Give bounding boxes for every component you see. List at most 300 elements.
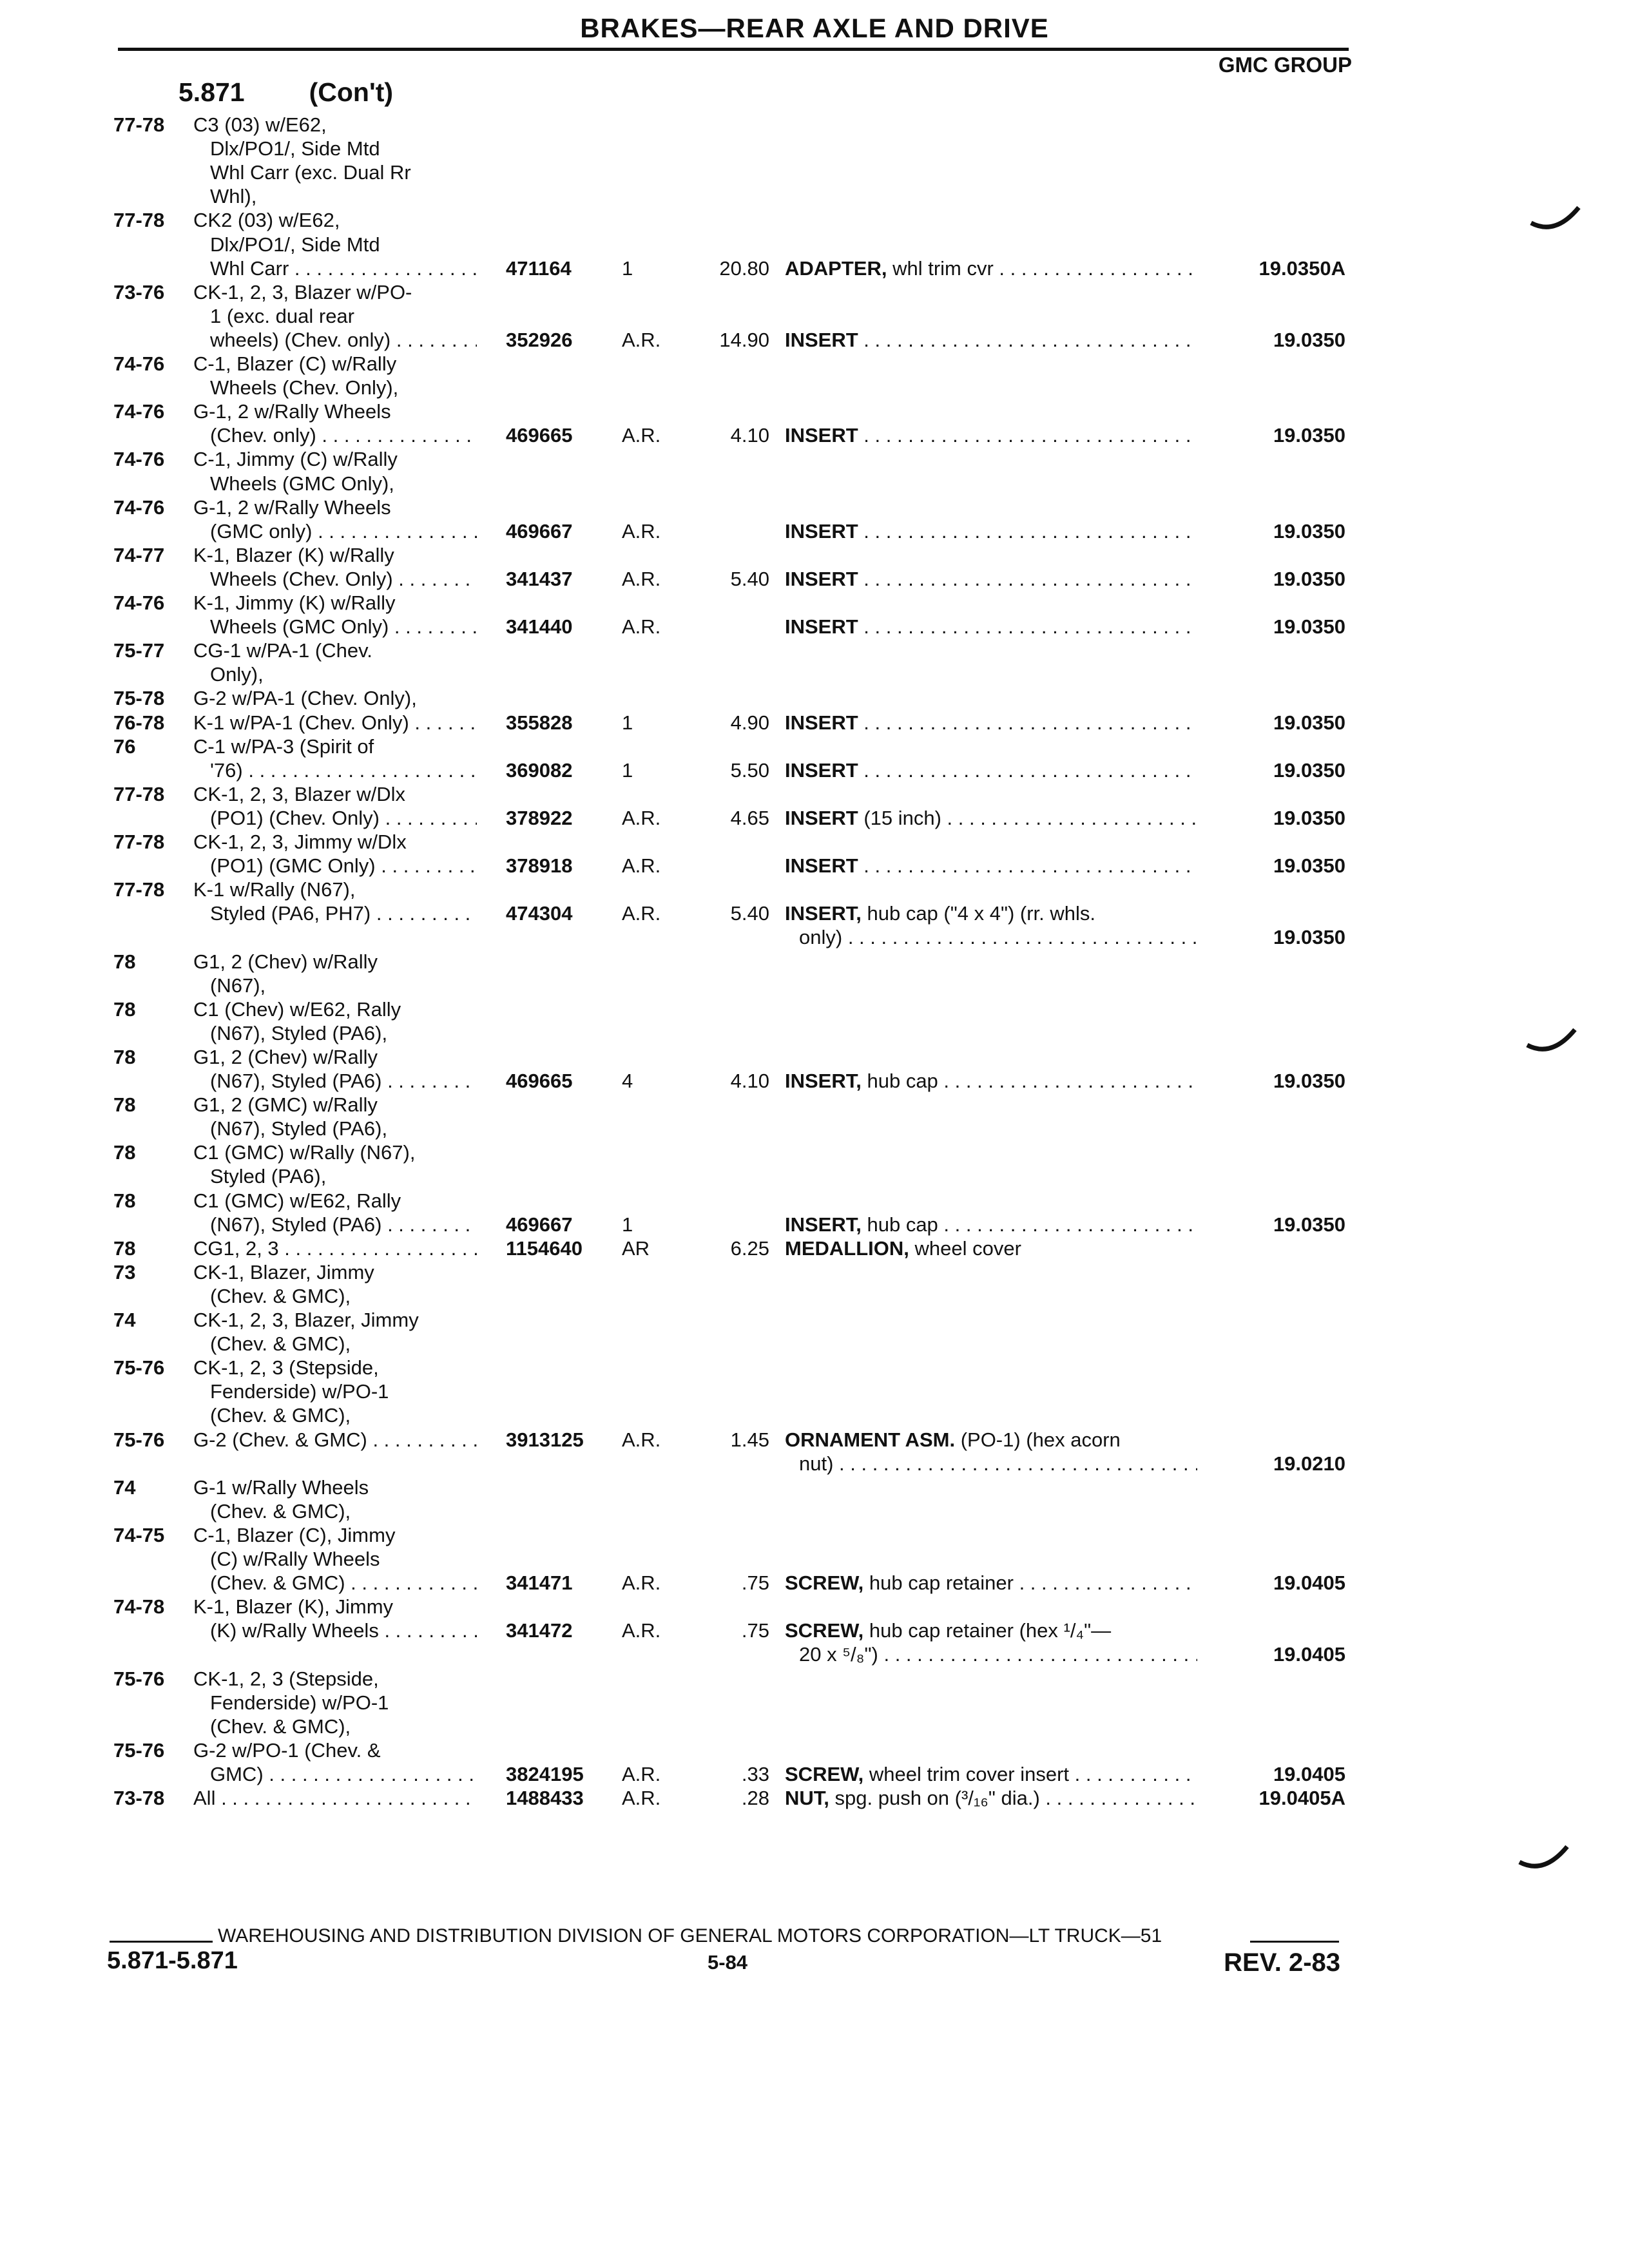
model-year: 74-75 (113, 1523, 165, 1546)
application: (N67), Styled (PA6) . . . (210, 1213, 477, 1236)
parts-line (0, 1070, 1629, 1093)
part-number: 378922 (506, 806, 573, 829)
parts-line (0, 1309, 1629, 1332)
application: G1, 2 (Chev) w/Rally (193, 1045, 378, 1068)
part-number: 1154640 (506, 1236, 583, 1260)
section-number: 5.871 (178, 77, 245, 107)
footer-rule-left (110, 1941, 213, 1943)
quantity: A.R. (622, 806, 661, 829)
price: 14.90 (719, 328, 769, 351)
application: C-1, Jimmy (C) w/Rally (193, 448, 398, 471)
part-number: 341471 (506, 1571, 573, 1595)
parts-line (0, 1571, 1629, 1595)
application: G1, 2 (Chev) w/Rally (193, 950, 378, 973)
catalog-code: 19.0350 (1273, 567, 1345, 590)
model-year: 78 (113, 1141, 136, 1164)
description-detail: hub cap retainer (hex ¹/₄"— (869, 1619, 1112, 1642)
parts-line (0, 329, 1629, 352)
model-year: 74-76 (113, 591, 165, 614)
catalog-code: 19.0350 (1273, 328, 1345, 351)
price: 5.40 (730, 902, 769, 925)
parts-line (0, 711, 1629, 735)
parts-line (0, 137, 1629, 160)
description (785, 1571, 1197, 1595)
catalog-code: 19.0350 (1273, 806, 1345, 829)
parts-line (0, 591, 1629, 615)
parts-line (0, 1189, 1629, 1213)
model-year: 75-76 (113, 1738, 165, 1762)
application: 1 (exc. dual rear (210, 304, 354, 327)
parts-line (0, 831, 1629, 854)
description-name: INSERT (785, 854, 858, 878)
margin-mark (1526, 1027, 1577, 1053)
part-number: 469665 (506, 424, 573, 447)
page-header-title: BRAKES—REAR AXLE AND DRIVE (580, 13, 1049, 43)
parts-line (0, 185, 1629, 208)
quantity: A.R. (622, 567, 661, 590)
parts-line (0, 735, 1629, 758)
description (799, 1643, 1197, 1666)
parts-line (0, 161, 1629, 184)
parts-line (0, 663, 1629, 686)
description-name: NUT, (785, 1787, 829, 1809)
catalog-code: 19.0350 (1273, 424, 1345, 447)
catalog-code: 19.0350 (1273, 1213, 1345, 1236)
application: Wheels (GMC Only) . . . (210, 615, 477, 639)
application: C1 (GMC) w/E62, Rally (193, 1189, 401, 1212)
application: CK-1, 2, 3, Blazer w/Dlx (193, 782, 406, 805)
model-year: 74-76 (113, 495, 165, 519)
application: CK-1, 2, 3 (Stepside, (193, 1667, 379, 1690)
description-detail: only) (799, 926, 843, 949)
model-year: 78 (113, 1045, 136, 1068)
model-year: 73-78 (113, 1787, 165, 1809)
price: .75 (741, 1571, 769, 1595)
description-name: ORNAMENT ASM. (785, 1428, 956, 1451)
part-number: 474304 (506, 902, 573, 925)
quantity: 4 (622, 1070, 633, 1092)
model-year: 77-78 (113, 878, 165, 901)
quantity: A.R. (622, 328, 661, 351)
part-number: 469667 (506, 1213, 573, 1236)
parts-line (0, 1165, 1629, 1188)
application: (GMC only) . . . (210, 520, 477, 543)
model-year: 74-78 (113, 1595, 165, 1619)
description (785, 1428, 1197, 1452)
description-name: INSERT (785, 806, 858, 829)
parts-line (0, 974, 1629, 997)
application: GMC) . . . (210, 1763, 477, 1786)
model-year: 77-78 (113, 113, 165, 136)
parts-line (0, 257, 1629, 280)
application: Whl), (210, 185, 257, 208)
quantity: A.R. (622, 1619, 661, 1642)
description-name: INSERT (785, 615, 858, 639)
model-year: 77-78 (113, 831, 165, 853)
part-number: 378918 (506, 854, 573, 878)
parts-line (0, 1332, 1629, 1356)
parts-line (0, 1022, 1629, 1045)
part-number: 3913125 (506, 1428, 584, 1451)
parts-line (0, 1117, 1629, 1140)
parts-line (0, 1261, 1629, 1284)
model-year: 74-77 (113, 543, 165, 566)
price: 4.10 (730, 1070, 769, 1092)
description (799, 1452, 1197, 1475)
parts-line (0, 687, 1629, 710)
parts-line (0, 854, 1629, 878)
application: K-1 w/Rally (N67), (193, 878, 356, 901)
description-name: INSERT (785, 424, 858, 447)
application: All . . . (193, 1787, 477, 1810)
description-detail: nut) (799, 1452, 834, 1475)
parts-line (0, 209, 1629, 232)
part-number: 469667 (506, 519, 573, 543)
description (785, 1237, 1197, 1260)
application: (Chev. & GMC), (210, 1404, 351, 1427)
application: CK-1, 2, 3, Blazer, Jimmy (193, 1309, 419, 1331)
section-title (178, 77, 393, 108)
description-name: INSERT (785, 711, 858, 734)
application: G1, 2 (GMC) w/Rally (193, 1093, 378, 1117)
quantity: A.R. (622, 1762, 661, 1785)
application: C-1, Blazer (C), Jimmy (193, 1523, 396, 1546)
model-year: 78 (113, 1093, 136, 1117)
description (785, 1213, 1197, 1236)
model-year: 74-76 (113, 400, 165, 423)
catalog-code: 19.0350 (1273, 711, 1345, 734)
description (785, 902, 1197, 925)
parts-line (0, 1141, 1629, 1164)
parts-line (0, 472, 1629, 495)
application: G-2 w/PA-1 (Chev. Only), (193, 687, 417, 710)
description-detail: 20 x ⁵/₈") (799, 1643, 878, 1666)
application: Fenderside) w/PO-1 (210, 1691, 389, 1714)
application: (Chev. & GMC), (210, 1715, 351, 1738)
part-number: 3824195 (506, 1762, 584, 1785)
application: CK-1, 2, 3, Jimmy w/Dlx (193, 831, 407, 853)
parts-line (0, 639, 1629, 662)
parts-line (0, 1548, 1629, 1571)
application: Dlx/PO1/, Side Mtd (210, 137, 380, 160)
quantity: A.R. (622, 424, 661, 447)
parts-line (0, 1763, 1629, 1786)
description-detail: wheel cover (914, 1236, 1021, 1260)
parts-line (0, 950, 1629, 974)
description (785, 568, 1197, 591)
application: G-2 w/PO-1 (Chev. & (193, 1738, 381, 1762)
description-name: MEDALLION, (785, 1236, 909, 1260)
description (785, 329, 1197, 352)
quantity: A.R. (622, 1428, 661, 1451)
catalog-code: 19.0210 (1273, 1452, 1345, 1475)
catalog-code: 19.0405 (1273, 1643, 1345, 1666)
description-name: INSERT (785, 567, 858, 590)
catalog-code: 19.0405A (1258, 1787, 1345, 1809)
application: (C) w/Rally Wheels (210, 1548, 380, 1570)
application: (N67), Styled (PA6) . . . (210, 1070, 477, 1093)
application: CK2 (03) w/E62, (193, 209, 340, 232)
part-number: 1488433 (506, 1787, 584, 1809)
application: K-1, Blazer (K) w/Rally (193, 543, 394, 566)
quantity: A.R. (622, 615, 661, 639)
model-year: 78 (113, 950, 136, 973)
parts-line (0, 113, 1629, 137)
parts-line (0, 1452, 1629, 1475)
parts-line (0, 496, 1629, 519)
application: Wheels (Chev. Only) . . . (210, 568, 477, 591)
application: Wheels (Chev. Only), (210, 376, 399, 399)
description-name: INSERT, (785, 902, 862, 925)
description-name: INSERT, (785, 1213, 862, 1236)
quantity: 1 (622, 256, 633, 280)
application: (K) w/Rally Wheels . . . (210, 1619, 477, 1642)
description-name: SCREW, (785, 1762, 864, 1785)
application: Whl Carr (exc. Dual Rr (210, 161, 411, 184)
description-detail: hub cap retainer (869, 1571, 1014, 1595)
price: 4.10 (730, 424, 769, 447)
parts-line (0, 902, 1629, 925)
parts-line (0, 1500, 1629, 1523)
parts-line (0, 759, 1629, 782)
price: 4.65 (730, 806, 769, 829)
description (785, 257, 1197, 280)
price: 1.45 (730, 1428, 769, 1451)
application: (N67), (210, 974, 266, 997)
description-name: INSERT (785, 758, 858, 782)
application: G-1 w/Rally Wheels (193, 1475, 369, 1499)
part-number: 355828 (506, 711, 573, 734)
model-year: 75-77 (113, 639, 165, 662)
parts-line (0, 1524, 1629, 1547)
description-detail: spg. push on (³/₁₆" dia.) (834, 1787, 1040, 1809)
description-name: SCREW, (785, 1619, 864, 1642)
application: C-1 w/PA-3 (Spirit of (193, 735, 374, 758)
part-number: 469665 (506, 1070, 573, 1092)
model-year: 75-76 (113, 1428, 165, 1451)
price: 5.50 (730, 758, 769, 782)
application: G-1, 2 w/Rally Wheels (193, 400, 391, 423)
model-year: 75-78 (113, 687, 165, 710)
catalog-code: 19.0350 (1273, 758, 1345, 782)
parts-line (0, 807, 1629, 830)
description (785, 615, 1197, 639)
application: CG-1 w/PA-1 (Chev. (193, 639, 372, 662)
application: (Chev. only) . . . (210, 424, 477, 447)
application: (Chev. & GMC), (210, 1499, 351, 1523)
parts-line (0, 544, 1629, 567)
catalog-code: 19.0350 (1273, 615, 1345, 639)
application: Dlx/PO1/, Side Mtd (210, 233, 380, 256)
margin-mark (1530, 205, 1581, 231)
price: 20.80 (719, 256, 769, 280)
parts-line (0, 233, 1629, 256)
description (785, 854, 1197, 878)
description-detail: wheel trim cover insert (869, 1762, 1070, 1785)
catalog-code: 19.0350 (1273, 519, 1345, 543)
description (785, 424, 1197, 447)
application: wheels) (Chev. only) . . . (210, 329, 477, 352)
model-year: 74-76 (113, 352, 165, 375)
catalog-code: 19.0405 (1273, 1571, 1345, 1595)
footer-revision: REV. 2-83 (1224, 1948, 1340, 1977)
footer-page-number: 5-84 (708, 1951, 748, 1974)
description (785, 807, 1197, 830)
description-detail: (15 inch) (863, 806, 941, 829)
parts-line (0, 1356, 1629, 1379)
parts-line (0, 1667, 1629, 1691)
application: (N67), Styled (PA6), (210, 1117, 388, 1140)
application: Styled (PA6), (210, 1165, 327, 1188)
parts-line (0, 376, 1629, 399)
model-year: 74-76 (113, 448, 165, 471)
description-detail: hub cap ("4 x 4") (rr. whls. (867, 902, 1096, 925)
application: CK-1, 2, 3 (Stepside, (193, 1356, 379, 1379)
application: Styled (PA6, PH7) . . . (210, 902, 477, 925)
description (785, 711, 1197, 735)
application: CG1, 2, 3 . . . (193, 1237, 477, 1260)
quantity: A.R. (622, 1787, 661, 1809)
description (799, 926, 1197, 949)
application: G-1, 2 w/Rally Wheels (193, 495, 391, 519)
description (785, 1070, 1197, 1093)
footer-section-ref: 5.871-5.871 (107, 1947, 238, 1974)
application: G-2 (Chev. & GMC) . . . (193, 1428, 477, 1452)
price: .75 (741, 1619, 769, 1642)
parts-line (0, 615, 1629, 639)
parts-line (0, 400, 1629, 423)
parts-line (0, 568, 1629, 591)
model-year: 73-76 (113, 280, 165, 303)
application: K-1 w/PA-1 (Chev. Only) . . . (193, 711, 477, 735)
application: (Chev. & GMC), (210, 1284, 351, 1307)
application: C3 (03) w/E62, (193, 113, 327, 136)
quantity: A.R. (622, 519, 661, 543)
parts-line (0, 1739, 1629, 1762)
model-year: 77-78 (113, 209, 165, 232)
parts-line (0, 1237, 1629, 1260)
model-year: 76 (113, 735, 136, 758)
parts-line (0, 1404, 1629, 1427)
application: (PO1) (GMC Only) . . . (210, 854, 477, 878)
parts-line (0, 1643, 1629, 1666)
price: .28 (741, 1787, 769, 1809)
model-year: 75-76 (113, 1667, 165, 1690)
description (785, 1787, 1197, 1810)
description-name: INSERT, (785, 1070, 862, 1092)
parts-line (0, 1213, 1629, 1236)
price: 6.25 (730, 1236, 769, 1260)
description-detail: hub cap (867, 1070, 938, 1092)
footer-rule-right (1250, 1941, 1339, 1943)
model-year: 77-78 (113, 782, 165, 805)
parts-line (0, 1093, 1629, 1117)
quantity: A.R. (622, 1571, 661, 1595)
application: C1 (Chev) w/E62, Rally (193, 997, 401, 1021)
margin-mark (1518, 1844, 1570, 1870)
parts-line (0, 352, 1629, 376)
price: 4.90 (730, 711, 769, 734)
catalog-code: 19.0350 (1273, 1070, 1345, 1092)
parts-line (0, 1380, 1629, 1403)
part-number: 369082 (506, 758, 573, 782)
parts-line (0, 1595, 1629, 1619)
description-detail: hub cap (867, 1213, 938, 1236)
model-year: 75-76 (113, 1356, 165, 1379)
description (785, 759, 1197, 782)
application: CK-1, 2, 3, Blazer w/PO- (193, 280, 412, 303)
parts-line (0, 926, 1629, 949)
price: 5.40 (730, 567, 769, 590)
application: (Chev. & GMC) . . . (210, 1571, 477, 1595)
model-year: 76-78 (113, 711, 165, 734)
application: C1 (GMC) w/Rally (N67), (193, 1141, 416, 1164)
part-number: 352926 (506, 328, 573, 351)
application: K-1, Jimmy (K) w/Rally (193, 591, 396, 614)
application: Only), (210, 663, 264, 686)
parts-line (0, 1787, 1629, 1810)
group-label: GMC GROUP (1218, 53, 1352, 77)
model-year: 78 (113, 997, 136, 1021)
description (785, 1619, 1197, 1642)
quantity: 1 (622, 758, 633, 782)
part-number: 341437 (506, 567, 573, 590)
part-number: 471164 (506, 256, 572, 280)
model-year: 73 (113, 1260, 136, 1283)
catalog-code: 19.0350 (1273, 854, 1345, 878)
quantity: AR (622, 1236, 650, 1260)
parts-line (0, 520, 1629, 543)
model-year: 74 (113, 1309, 136, 1331)
parts-line (0, 1715, 1629, 1738)
model-year: 78 (113, 1189, 136, 1212)
description-name: INSERT (785, 519, 858, 543)
header-rule (118, 48, 1349, 51)
parts-line (0, 878, 1629, 901)
description (785, 1763, 1197, 1786)
parts-line (0, 783, 1629, 806)
description-detail: (PO-1) (hex acorn (960, 1428, 1121, 1451)
description (785, 520, 1197, 543)
parts-line (0, 1046, 1629, 1069)
application: CK-1, Blazer, Jimmy (193, 1260, 374, 1283)
parts-line (0, 1691, 1629, 1715)
parts-line (0, 448, 1629, 471)
application: Whl Carr . . . (210, 257, 477, 280)
application: (PO1) (Chev. Only) . . . (210, 807, 477, 830)
catalog-code: 19.0350 (1273, 926, 1345, 949)
parts-line (0, 1285, 1629, 1308)
quantity: A.R. (622, 854, 661, 878)
application: Fenderside) w/PO-1 (210, 1380, 389, 1403)
description-name: SCREW, (785, 1571, 864, 1595)
description-name: INSERT (785, 328, 858, 351)
part-number: 341472 (506, 1619, 573, 1642)
description-name: ADAPTER, (785, 256, 887, 280)
catalog-code: 19.0405 (1273, 1762, 1345, 1785)
parts-line (0, 281, 1629, 304)
application: C-1, Blazer (C) w/Rally (193, 352, 397, 375)
application: K-1, Blazer (K), Jimmy (193, 1595, 394, 1619)
application: (Chev. & GMC), (210, 1332, 351, 1356)
catalog-code: 19.0350A (1258, 256, 1345, 280)
parts-line (0, 1476, 1629, 1499)
application: Wheels (GMC Only), (210, 472, 394, 495)
quantity: A.R. (622, 902, 661, 925)
price: .33 (741, 1762, 769, 1785)
quantity: 1 (622, 711, 633, 734)
description-detail: whl trim cvr (892, 256, 994, 280)
